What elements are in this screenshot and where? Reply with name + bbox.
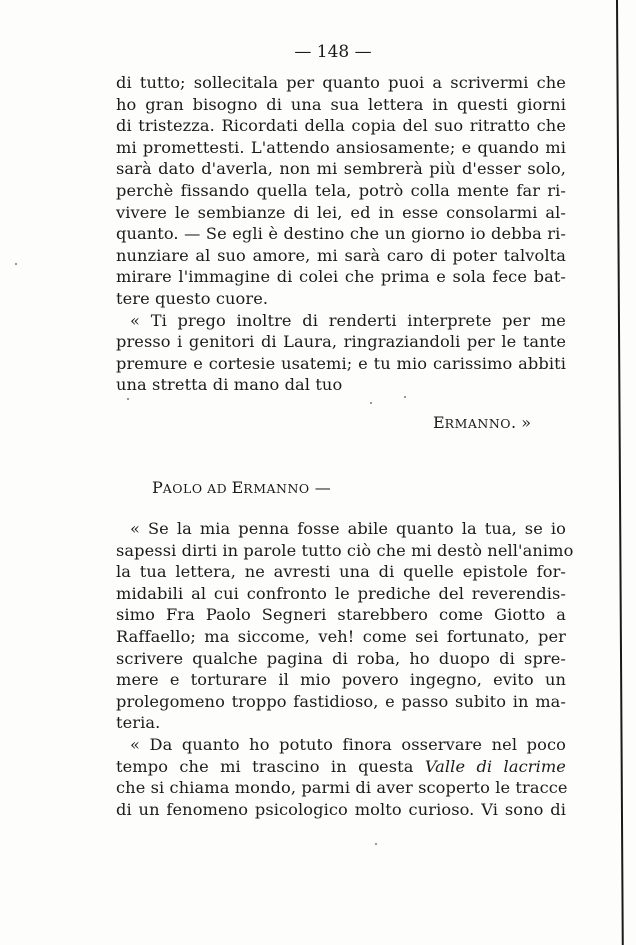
text-line: di un fenomeno psicologico molto curioso. Vi sono di xyxy=(116,799,566,819)
text-line: simo Fra Paolo Segneri starebbero come Giotto a xyxy=(116,605,566,625)
text-line: premure e cortesie usatemi; e tu mio carissimo abbiti xyxy=(116,353,566,373)
italic-phrase: Valle di lacrime xyxy=(424,756,566,776)
text-line: mirare l'immagine di colei che prima e sola fece bat- xyxy=(116,267,566,287)
text-line: di tutto; sollecitala per quanto puoi a scrivermi che xyxy=(116,73,566,92)
text-line: nunziare al suo amore, mi sarà caro di poter talvolta xyxy=(116,245,566,265)
text-line: sapessi dirti in parole tutto ciò che mi destò nell'animo xyxy=(116,540,574,560)
text-line: di tristezza. Ricordati della copia del suo ritratto che xyxy=(116,116,566,136)
text-line: presso i genitori di Laura, ringraziandoli per le tante xyxy=(116,332,566,352)
text-line: sarà dato d'averla, non mi sembrerà più d'esser solo, xyxy=(116,159,566,179)
text-line: « Da quanto ho potuto finora osservare nel poco xyxy=(130,734,566,754)
text-line: quanto. — Se egli è destino che un giorno io debba ri- xyxy=(116,224,566,244)
text-line: la tua lettera, ne avresti una di quelle epistole for- xyxy=(116,562,566,582)
text-line: mere e torturare il mio povero ingegno, evito un xyxy=(116,670,566,690)
text-line: teria. xyxy=(116,713,161,733)
ink-speck xyxy=(404,396,406,398)
ink-speck xyxy=(375,843,377,845)
page-edge-line xyxy=(616,0,624,945)
letter-ermanno-body xyxy=(116,72,566,396)
text-line: prolegomeno troppo fastidioso, e passo subito in ma- xyxy=(116,691,566,711)
text-line: tempo che mi trascino in questa Valle di lacrime xyxy=(116,756,566,776)
text-line: ho gran bisogno di una sua lettera in questi giorni xyxy=(116,94,566,114)
text-line: « Se la mia penna fosse abile quanto la tua, se io xyxy=(130,519,566,538)
text-line: perchè fissando quella tela, potrò colla mente far ri- xyxy=(116,180,566,200)
text-line: « Ti prego inoltre di renderti interprete per me xyxy=(130,310,566,330)
text-line: scrivere qualche pagina di roba, ho duopo di spre- xyxy=(116,648,566,668)
ink-speck xyxy=(370,402,372,404)
text-line: tere questo cuore. xyxy=(116,288,269,308)
text-line: mi promettesti. L'attendo ansiosamente; e quando mi xyxy=(116,137,566,157)
text-line: che si chiama mondo, parmi di aver scoperto le tracce xyxy=(116,778,568,798)
letter-signature: ERMANNO. » xyxy=(432,413,531,432)
text-line: vivere le sembianze di lei, ed in esse consolarmi al- xyxy=(116,202,566,222)
letter-heading: PAOLO AD ERMANNO — xyxy=(152,478,331,497)
text-line: Raffaello; ma siccome, veh! come sei fortunato, per xyxy=(116,626,566,646)
text-line: midabili al cui confronto le prediche del reverendis- xyxy=(116,583,566,603)
letter-paolo-body xyxy=(116,518,574,820)
page-number: — 148 — xyxy=(294,42,372,62)
text-line: una stretta di mano dal tuo xyxy=(116,375,343,395)
ink-speck xyxy=(15,263,17,265)
ink-speck xyxy=(127,398,129,400)
